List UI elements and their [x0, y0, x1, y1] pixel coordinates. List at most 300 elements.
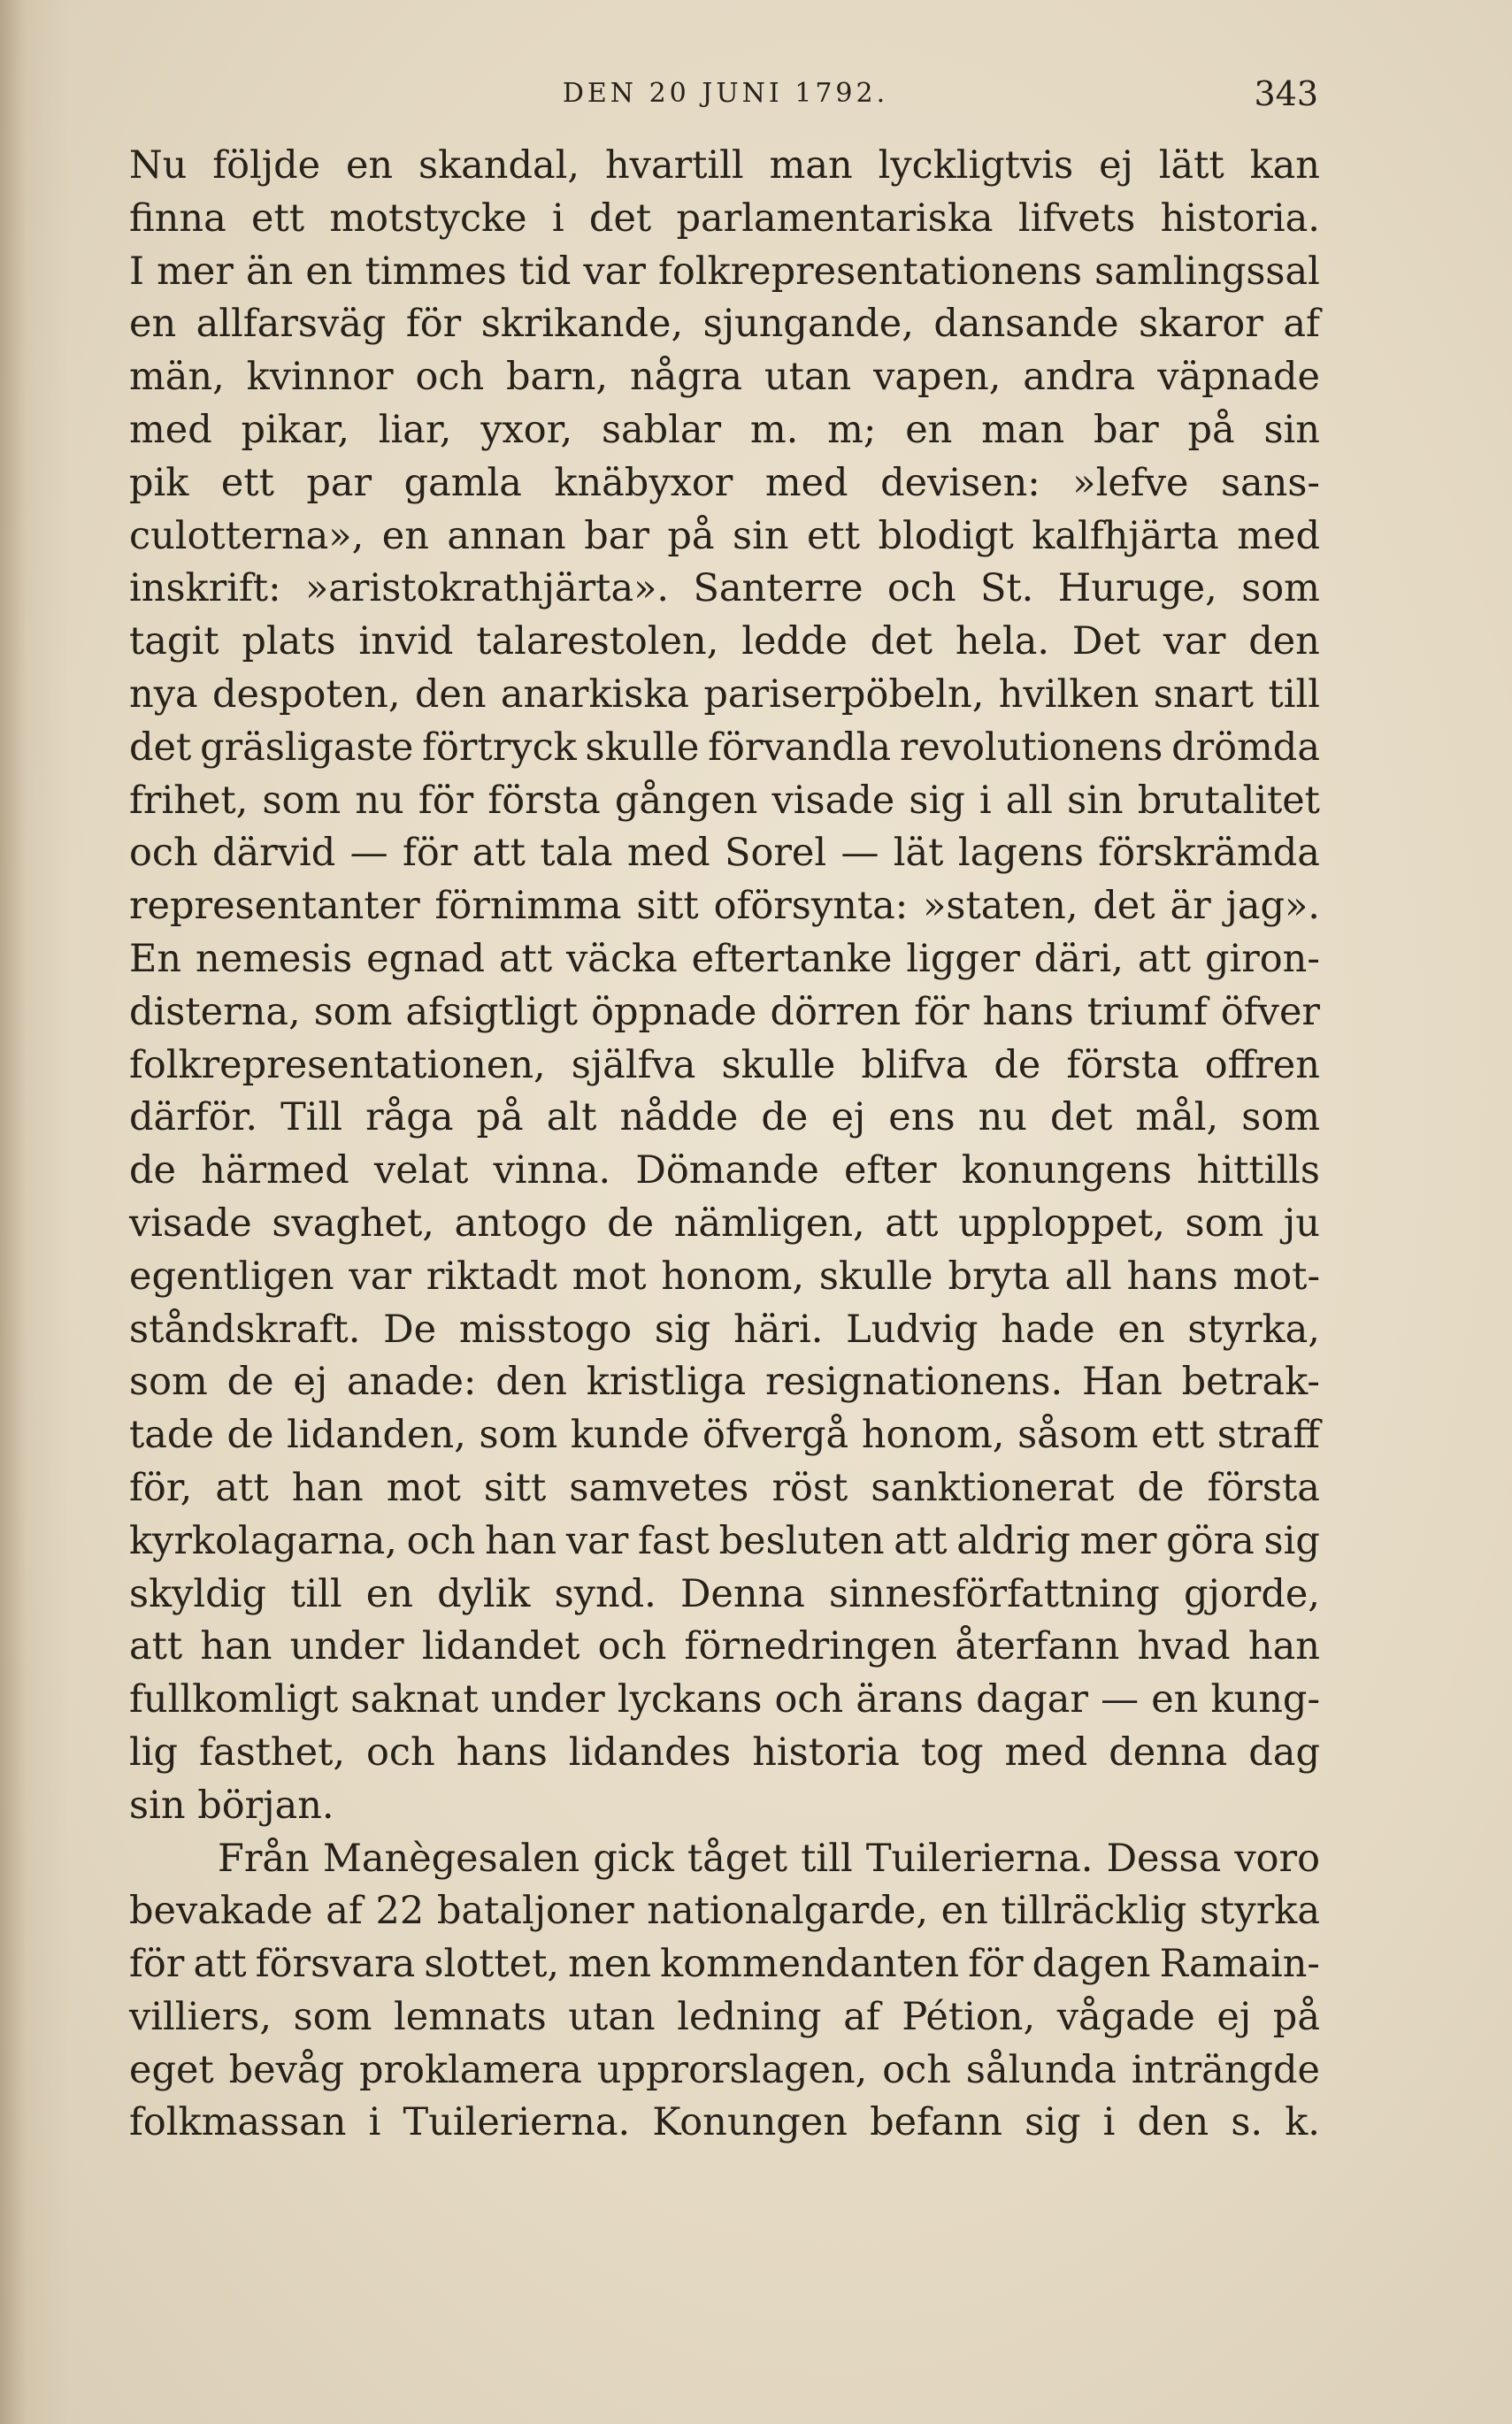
word: m;	[827, 407, 877, 452]
text-line	[129, 510, 1320, 564]
word: lyckligtvis	[878, 143, 1074, 188]
word: det	[129, 725, 192, 770]
word: en	[305, 249, 353, 294]
word: gräsligaste	[200, 725, 414, 770]
word: Dömande	[635, 1148, 819, 1193]
word: befann	[870, 2100, 1002, 2145]
word: alt	[546, 1095, 597, 1140]
word: förskrämda	[1098, 831, 1320, 876]
word: ledning	[677, 1994, 822, 2039]
word: förtryck	[422, 725, 577, 770]
word: skrikande,	[480, 302, 684, 347]
word: till	[1268, 671, 1320, 717]
word: I	[129, 249, 144, 294]
word: bataljoner	[436, 1889, 634, 1934]
text-line	[129, 1833, 1320, 1886]
word: nämligen,	[673, 1200, 865, 1246]
word: representanter	[129, 884, 420, 929]
word: visade	[771, 778, 895, 823]
word: återfann	[955, 1624, 1120, 1669]
word: och	[597, 1624, 667, 1669]
word: en	[345, 143, 394, 188]
word: var	[349, 1254, 411, 1299]
word: —	[1101, 1677, 1140, 1722]
text-line	[129, 616, 1320, 669]
word: bar	[1094, 407, 1159, 452]
word: en	[381, 513, 429, 558]
word: snart	[1153, 671, 1255, 717]
word: skulle	[818, 1254, 933, 1299]
word: tagit	[129, 619, 219, 664]
word: lidanden,	[287, 1413, 466, 1458]
word: som	[293, 1994, 372, 2039]
word: som	[313, 989, 393, 1034]
word: att	[894, 1518, 948, 1563]
word: En	[129, 936, 182, 981]
word: dagen	[1032, 1942, 1151, 1987]
word: pikar,	[241, 407, 350, 452]
word: drömda	[1171, 725, 1320, 770]
word: sablar	[601, 407, 722, 452]
word: eget	[129, 2047, 214, 2092]
word: kvinnor	[246, 355, 394, 400]
text-line	[129, 1621, 1320, 1674]
word: ett	[251, 196, 305, 241]
word: den	[1137, 2100, 1209, 2145]
word: kan	[1249, 143, 1320, 188]
text-line	[129, 193, 1320, 246]
word: gick	[593, 1836, 674, 1881]
word: skaror	[1139, 302, 1263, 347]
word: folkrepresentationens	[657, 249, 1083, 294]
word: proklamera	[359, 2047, 582, 2092]
word: och	[886, 566, 956, 611]
word: St.	[979, 566, 1034, 611]
word: aldrig	[956, 1518, 1071, 1563]
word: att	[1137, 936, 1192, 981]
word: skulle	[585, 725, 700, 770]
running-head	[133, 73, 1318, 115]
word: ärans	[856, 1677, 963, 1722]
word: sig	[654, 1307, 711, 1352]
word: all	[1005, 778, 1053, 823]
text-line	[129, 1674, 1320, 1727]
word: despoten,	[211, 671, 401, 717]
word: hade	[1001, 1307, 1095, 1352]
word: för	[129, 1942, 185, 1987]
word: för	[968, 1942, 1024, 1987]
running-title: DEN 20 JUNI 1792.	[562, 78, 889, 109]
word: styrka	[1200, 1889, 1320, 1934]
word: Sorel	[725, 831, 827, 876]
word: ej	[831, 1095, 866, 1140]
word: fast	[638, 1518, 710, 1563]
word: blifva	[861, 1042, 969, 1087]
word: såsom	[1017, 1413, 1139, 1458]
word: tåget	[687, 1836, 788, 1881]
word: tillräcklig	[1001, 1889, 1187, 1934]
word: »lefve	[1072, 460, 1189, 505]
word: sanktionerat	[871, 1465, 1115, 1510]
word: hvartill	[604, 143, 744, 188]
word: skyldig	[129, 1571, 266, 1616]
word: ståndskraft.	[129, 1307, 361, 1352]
word: sig	[909, 778, 965, 823]
word: utan	[568, 1994, 656, 2039]
word: betrak-	[1181, 1360, 1320, 1405]
word: man	[981, 407, 1065, 452]
word: förnimma	[434, 884, 622, 929]
word: blodigt	[878, 513, 1014, 558]
word: lät	[893, 831, 944, 876]
text-line	[129, 2044, 1320, 2098]
word: i	[1102, 2100, 1116, 2145]
text-line	[129, 246, 1320, 299]
word: mot	[572, 1254, 647, 1299]
word: Pétion,	[902, 1994, 1036, 2039]
word: och	[415, 355, 485, 400]
word: knäbyxor	[554, 460, 733, 505]
word: pariserpöbeln,	[703, 671, 985, 717]
word: samvetes	[569, 1465, 749, 1510]
word: till	[801, 1836, 853, 1881]
word: en	[365, 1571, 413, 1616]
word: han	[1247, 1624, 1320, 1669]
word: hvad	[1137, 1624, 1231, 1669]
text-body	[129, 140, 1320, 2150]
word: kung-	[1210, 1677, 1320, 1722]
word: eftertanke	[691, 936, 893, 981]
word: väpnade	[1157, 355, 1320, 400]
text-line	[129, 404, 1320, 457]
word: timmes	[365, 249, 507, 294]
text-line	[129, 1304, 1320, 1357]
word: sitt	[483, 1465, 547, 1510]
text-line	[129, 1885, 1320, 1938]
word: s.	[1231, 2100, 1263, 2145]
word: han	[291, 1465, 364, 1510]
text-line	[129, 1145, 1320, 1198]
word: nu	[978, 1095, 1027, 1140]
word: på	[476, 1095, 524, 1140]
text-line	[129, 457, 1320, 510]
word: samlingssal	[1094, 249, 1320, 294]
word: mer	[1079, 1518, 1157, 1563]
word: på	[667, 513, 715, 558]
word: offren	[1204, 1042, 1320, 1087]
word: är	[1170, 884, 1211, 929]
word: de	[1137, 1465, 1185, 1510]
word: öppnade	[591, 989, 757, 1034]
word: dansande	[933, 302, 1119, 347]
word: på	[1272, 1994, 1320, 2039]
word: Huruge,	[1057, 566, 1217, 611]
word: motstycke	[329, 196, 527, 241]
word: synd.	[554, 1571, 656, 1616]
word: det	[1050, 1095, 1113, 1140]
page-number: 343	[1254, 74, 1318, 113]
word: upprorslagen,	[596, 2047, 868, 2092]
word: för,	[129, 1465, 193, 1510]
word: upploppet,	[958, 1200, 1165, 1246]
word: att	[885, 1200, 939, 1246]
word: styrka,	[1187, 1307, 1320, 1352]
word: man	[769, 143, 853, 188]
word: nya	[129, 671, 198, 717]
word: i	[368, 2100, 381, 2145]
word: fasthet,	[199, 1730, 346, 1775]
text-line	[129, 1409, 1320, 1462]
word: att	[129, 1624, 183, 1669]
word: Konungen	[652, 2100, 848, 2145]
word: all	[1064, 1254, 1112, 1299]
word: Dessa	[1106, 1836, 1222, 1881]
word: hela.	[955, 619, 1050, 664]
word: par	[306, 460, 372, 505]
word: kunde	[570, 1413, 690, 1458]
word: än	[245, 249, 294, 294]
word: gamla	[403, 460, 522, 505]
word: med	[1237, 513, 1320, 558]
word: hans	[456, 1730, 548, 1775]
word: k.	[1285, 2100, 1320, 2145]
word: Manègesalen	[322, 1836, 580, 1881]
word: de	[761, 1095, 809, 1140]
word: en	[1117, 1307, 1165, 1352]
word: antogo	[454, 1200, 587, 1246]
word: kristliga	[586, 1360, 747, 1405]
text-line	[129, 140, 1320, 193]
word: ej	[1099, 143, 1133, 188]
text-line	[129, 827, 1320, 880]
word: resignationens.	[764, 1360, 1063, 1405]
word: —	[840, 831, 879, 876]
word: första	[487, 778, 601, 823]
word: hans	[1126, 1254, 1218, 1299]
word: och	[774, 1677, 844, 1722]
word: för	[914, 989, 970, 1034]
word: bryta	[948, 1254, 1050, 1299]
word: mål,	[1135, 1095, 1219, 1140]
word: de	[994, 1042, 1041, 1087]
word: kommendanten	[660, 1942, 960, 1987]
word: sin	[1263, 407, 1320, 452]
word: bevåg	[228, 2047, 345, 2092]
word: andra	[1023, 355, 1136, 400]
word: invid	[358, 619, 454, 664]
word: af	[843, 1994, 880, 2039]
text-line	[129, 986, 1320, 1039]
word: misstogo	[458, 1307, 633, 1352]
word: tog	[920, 1730, 984, 1775]
word: historia	[752, 1730, 900, 1775]
word: disterna,	[129, 989, 301, 1034]
word: öfver	[1220, 989, 1320, 1034]
word: voro	[1234, 1836, 1320, 1881]
text-line	[129, 1515, 1320, 1569]
word: sitt	[636, 884, 699, 929]
word: som	[479, 1413, 558, 1458]
word: Santerre	[693, 566, 863, 611]
word: första	[1207, 1465, 1320, 1510]
word: att	[215, 1465, 269, 1510]
word: de	[226, 1413, 274, 1458]
word: revolutionens	[899, 725, 1163, 770]
word: i	[551, 196, 564, 241]
word: väcka	[566, 936, 678, 981]
word: hvilken	[998, 671, 1140, 717]
word: var	[1163, 619, 1226, 664]
word: ens	[888, 1095, 956, 1140]
word: sin	[1067, 778, 1124, 823]
word: ett	[1151, 1413, 1205, 1458]
word: yxor,	[480, 407, 573, 452]
word: själfva	[571, 1042, 696, 1087]
word: under	[490, 1677, 605, 1722]
word: lagens	[957, 831, 1084, 876]
word: och	[129, 831, 198, 876]
word: sinnesförfattning	[829, 1571, 1160, 1616]
word: historia.	[1160, 196, 1320, 241]
word: följde	[212, 143, 321, 188]
word: röst	[771, 1465, 848, 1510]
word: nationalgarde,	[647, 1889, 928, 1934]
word: af	[1283, 302, 1320, 347]
text-line	[129, 1092, 1320, 1145]
word: velat	[373, 1148, 469, 1193]
word: lidandes	[568, 1730, 732, 1775]
word: i	[979, 778, 992, 823]
word: under	[289, 1624, 404, 1669]
word: en	[905, 407, 953, 452]
word: försvara	[255, 1942, 416, 1987]
word: det	[870, 619, 933, 664]
word: Han	[1081, 1360, 1163, 1405]
word: för	[405, 302, 462, 347]
word: saknat	[350, 1677, 479, 1722]
word: »aristokrathjärta».	[304, 566, 670, 611]
text-line	[129, 1198, 1320, 1251]
word: kalfhjärta	[1032, 513, 1219, 558]
word: män,	[129, 355, 225, 400]
word: ledde	[741, 619, 848, 664]
text-line	[129, 298, 1320, 351]
word: ju	[1283, 1200, 1320, 1246]
word: plats	[242, 619, 336, 664]
word: däri,	[1033, 936, 1124, 981]
word: mot-	[1232, 1254, 1320, 1299]
word: lidandet	[421, 1624, 580, 1669]
word: dag	[1248, 1730, 1320, 1775]
word: han	[485, 1518, 557, 1563]
word: Nu	[129, 143, 188, 188]
word: som	[262, 778, 342, 823]
word: lemnats	[394, 1994, 547, 2039]
word: kyrkolagarna,	[129, 1518, 397, 1563]
word: efter	[843, 1148, 937, 1193]
word: nådde	[619, 1095, 739, 1140]
word: lifvets	[1017, 196, 1136, 241]
word: culotterna»,	[129, 513, 365, 558]
word: skulle	[721, 1042, 836, 1087]
word: De	[383, 1307, 437, 1352]
word: råga	[365, 1095, 454, 1140]
word: tid	[518, 249, 572, 294]
word: Tuilerierna.	[865, 1836, 1094, 1881]
word: sans-	[1220, 460, 1320, 505]
word: den	[1248, 619, 1320, 664]
word: att	[472, 831, 526, 876]
word: men	[568, 1942, 652, 1987]
text-line	[129, 1462, 1320, 1515]
word: var	[583, 249, 646, 294]
word: som	[1241, 1095, 1320, 1140]
word: egnad	[366, 936, 485, 981]
word: giron-	[1204, 936, 1320, 981]
word: med	[129, 407, 212, 452]
word: sig	[1263, 1518, 1320, 1563]
word: en	[1151, 1677, 1199, 1722]
text-line	[129, 1938, 1320, 1991]
word: liar,	[378, 407, 452, 452]
word: bar	[584, 513, 649, 558]
text-line	[129, 351, 1320, 404]
word: denna	[1109, 1730, 1228, 1775]
text-line	[129, 933, 1320, 986]
word: lätt	[1158, 143, 1224, 188]
word: en	[940, 1889, 988, 1934]
word: hans	[982, 989, 1074, 1034]
word: sjungande,	[702, 302, 914, 347]
word: Tuilerierna.	[403, 2100, 631, 2145]
word: barn,	[506, 355, 609, 400]
text-line	[129, 669, 1320, 722]
word: därför.	[129, 1095, 258, 1140]
word: af	[326, 1889, 363, 1934]
word: finna	[129, 196, 226, 241]
word: utan	[764, 355, 852, 400]
word: med	[1004, 1730, 1088, 1775]
word: anarkiska	[500, 671, 690, 717]
word: för	[418, 778, 474, 823]
word: som	[129, 1360, 208, 1405]
word: nemesis	[196, 936, 353, 981]
word: vinna.	[493, 1148, 611, 1193]
word: honom,	[661, 1254, 805, 1299]
word: folkmassan	[129, 2100, 347, 2145]
word: Denna	[679, 1571, 805, 1616]
word: besluten	[718, 1518, 885, 1563]
text-line	[129, 1727, 1320, 1780]
word: devisen:	[880, 460, 1040, 505]
word: dagar	[976, 1677, 1088, 1722]
text-line	[129, 1780, 1320, 1833]
word: den	[414, 671, 487, 717]
word: jag».	[1225, 884, 1320, 929]
word: mot	[386, 1465, 461, 1510]
word: allfarsväg	[196, 302, 387, 347]
word: honom,	[861, 1413, 1005, 1458]
word: riktadt	[426, 1254, 557, 1299]
word: göra	[1166, 1518, 1255, 1563]
word: ett	[220, 460, 274, 505]
word: att	[193, 1942, 247, 1987]
word: brutalitet	[1137, 778, 1320, 823]
word: början.	[197, 1783, 334, 1828]
word: de	[226, 1360, 274, 1405]
text-line	[129, 775, 1320, 828]
word: och	[406, 1518, 476, 1563]
